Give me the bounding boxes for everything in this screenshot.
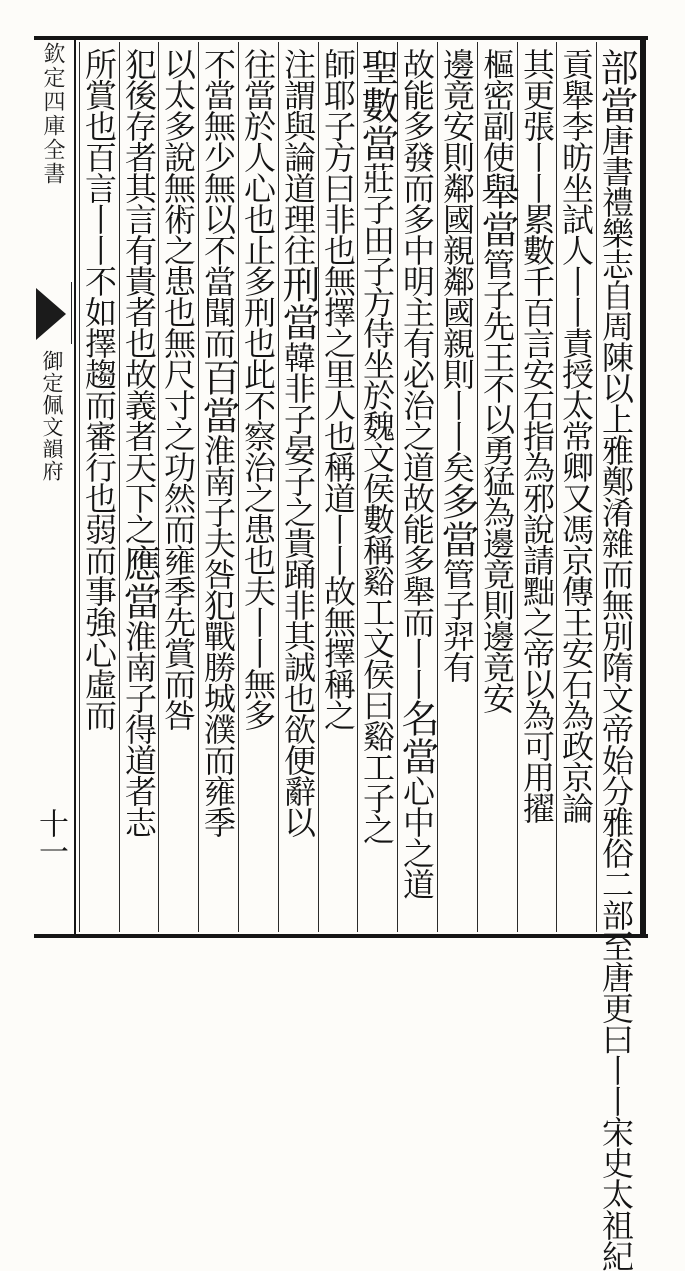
entry-heading: 部當 (594, 48, 638, 124)
column-text: 所賞也百言丨丨不如擇趨而審行也 (80, 48, 118, 513)
column-text: 師耶子方曰非也無擇之里人也稱道丨丨故無擇稱之 (319, 48, 357, 730)
column-text: 不當無少無以不當聞而 (199, 48, 237, 358)
column-text: 其更張丨丨累數千百言安石指為邪說請黜之帝以為可用擢 (518, 48, 556, 823)
column-text: 丨丨 (597, 1054, 635, 1116)
entry-heading: 多當 (435, 482, 479, 558)
column-text: 唐書禮樂志自周陳以上雅鄭淆雜而無 (597, 124, 635, 620)
column-text: 管子羿有 (438, 558, 476, 682)
text-column (594, 48, 638, 1271)
column-text: 管子先王不以勇猛為邊竟則邊竟安 (478, 248, 516, 713)
text-column (276, 48, 320, 928)
column-text: 淮南子夫咎犯戰勝城濮而雍季 (199, 434, 237, 837)
column-text: 弱而事強心虛而 (80, 513, 118, 730)
right-border-rule (640, 36, 646, 938)
text-column (196, 48, 240, 928)
edge-header: 欽定四庫全書 (40, 42, 65, 186)
entry-heading: 舉當 (475, 172, 519, 248)
text-column (559, 48, 593, 928)
column-text: 宋史太祖紀 (597, 1116, 635, 1271)
column-text: 心中之道 (398, 775, 436, 899)
entry-heading: 刑當 (276, 265, 320, 341)
fishtail-triangle (36, 288, 66, 340)
column-text: 莊子田子方侍坐於魏文侯數稱谿工文侯曰谿工子之 (358, 162, 396, 844)
entry-heading: 百當 (196, 358, 240, 434)
text-column (241, 48, 275, 928)
entry-heading: 應當 (117, 544, 161, 620)
fold-line (74, 36, 76, 938)
column-text: 貢舉李昉坐試人丨丨責授太常卿又馮京傳王安石為政京論 (557, 48, 595, 823)
text-column (435, 48, 479, 928)
bottom-border-rule (34, 934, 648, 938)
column-text: 注謂與論道理往 (279, 48, 317, 265)
column-text: 淮南子得道者志 (120, 620, 158, 837)
page-number: 十一 (33, 808, 68, 864)
column-text: 別隋文帝始分雅俗二部至唐更曰 (597, 620, 635, 1054)
text-column (321, 48, 355, 928)
column-text: 往當於人心也 (239, 48, 277, 234)
text-column (395, 48, 439, 928)
column-text: 以太多說無術之患也 (159, 48, 197, 327)
text-column (82, 48, 116, 928)
column-text: 犯後存者其言有貴者也故義者天下之 (120, 48, 158, 544)
text-column (475, 48, 519, 928)
text-column (520, 48, 554, 928)
column-text: 無尺寸之功然而雍季先賞而咎 (159, 327, 197, 730)
column-text: 止多刑也此不察治之患也夫丨丨無多 (239, 234, 277, 730)
column-text: 樞密副使 (478, 48, 516, 172)
column-text: 韓非子晏子之貴踊非其誠也欲便辭以 (279, 341, 317, 837)
entry-heading: 聖數當 (355, 48, 399, 162)
edge-book-title: 御定佩文韻府 (40, 350, 64, 482)
text-column (355, 48, 399, 928)
column-text: 故能多發而多中明主有必治之道故能多舉而丨丨 (398, 48, 436, 699)
top-border-rule (34, 36, 648, 40)
column-text: 邊竟安則鄰國親鄰國親則丨丨矣 (438, 48, 476, 482)
text-column (161, 48, 195, 928)
entry-heading: 名當 (395, 699, 439, 775)
text-column (117, 48, 161, 928)
